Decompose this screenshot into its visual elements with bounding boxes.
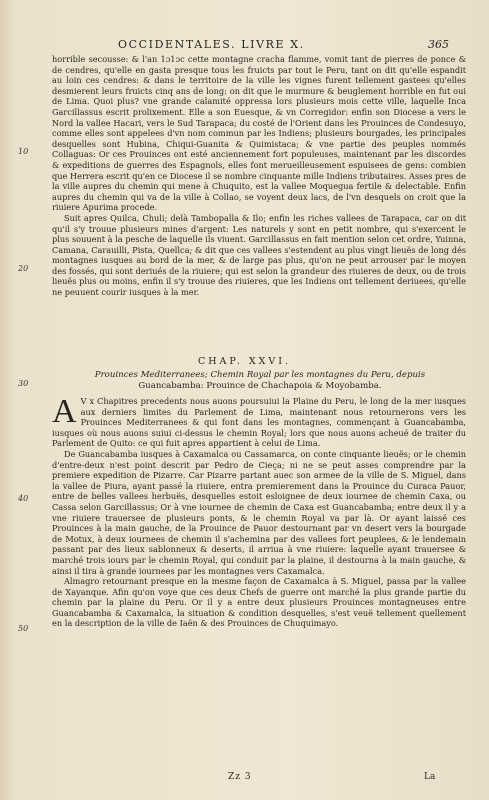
signature-mark: Zz 3 [228,772,252,782]
chapter-title [58,370,462,392]
line-number-50: 50 [18,624,29,633]
paragraph-intro [52,393,466,449]
line-number-10: 10 [18,147,29,156]
page-number: 365 [428,38,449,51]
paragraph-guancabamba: De Guancabamba iusques à Caxamalca ou Cassamarca, on conte cinquante lieuës; or le chemin d'entre-deux n'est point descrit par Pedro de Cieça; ni ne se peut asses comprendre par la premiere expedition de Pizarre. Car Pizarre partant auec son armee de la ville de S. Miguel, dans la vallee de Piura, ayant passé la riuiere, entra premierement dans la Prouince du Curaca Pauor, entre de belles vallees herbuës, desquelles estoit esloignee de deux iournee de chemin Caxa, ou Cassa selon Garcillassus; Or à vne iournee de chemin de Caxa est Guancabamba; entre deux il y a vne riuiere trauersee de plusieurs ponts, & le chemin Royal va par là. Or ayant laissé ces Prouinces à la main gauche, de la Prouince de Pauor destournant par vn desert vers la bourgade de Motux, à deux iournees de chemin il s'achemina par des vallees fort peuplees, & le lendemain passant par des lieux sablonneux & deserts, il arriua à vne riuiere: laquelle ayant trauersee & marché trois iours par le chemin Royal, qui conduit par la plaine, il destourna à la main gauche, & ainsi il tira à grande iournees par les montagnes vers Caxamalca. [52,448,466,576]
drop-cap-letter: A [52,393,77,430]
chapter-title-line-1: Prouinces Mediterranees; Chemin Royal par les montagnes du Peru, depuis [94,370,426,380]
line-number-20: 20 [18,264,29,273]
section-two [52,393,466,629]
paragraph-almagro: Almagro retournant presque en la mesme façon de Caxamalca à S. Miguel, passa par la vallee de Xayanque. Afin qu'on voye que ces deux Chefs de guerre ont marché la plus grande partie du chemin par la plaine du Peru. Or il y a entre deux plusieurs Prouinces montagneuses entre Guancabamba & Caxamalca, la situation & condition desquelles, s'est veuë tellement quellement en la description de la ville de Iaën & des Prouinces de Chuquimayo. [52,576,466,629]
section-one [52,54,466,298]
chapter-title-line-2: Guancabamba: Prouince de Chachapoia & Moyobamba. [138,381,382,391]
catchword: La [424,772,436,782]
running-title: OCCIDENTALES. LIVRE X. [118,38,305,51]
intro-text: V x Chapitres precedents nous auons poursuiui la Plaine du Peru, le long de la mer iusques aux derniers limites du Parlement de Lima, maintenant nous retournerons vers les Prouinces Mediterranees & qui font dans les montagnes, commençant à Guancabamba, iusques où nous auons suiui ci-dessus le chemin Royal; lors que nous auons acheué de traiter du Parlement de Quito: ce qui fuit apres appartient à celui de Lima. [52,396,466,449]
line-number-40: 40 [18,494,29,503]
chapter-heading: CHAP. XXVI. [197,356,292,367]
line-number-30: 30 [18,379,29,388]
paragraph-arequipa: horrible secousse: & l'an 1ɔ1ɔc cette montagne cracha flamme, vomit tant de pierres de ponce & de cendres, qu'elle en gasta presque tous les fruicts par tout le Peru, tant on dit qu'elle espandit au loin ces cendres: & dans le territoire de la ville les vignes furent tellement gastees qu'elles desmierent leurs fruicts cinq ans de long: on dit que le murmure & beuglement horrible en fut oui de Lima. Quoi plus? vne grande calamité oppressa lors plusieurs mois cette ville, laquelle Inca Garcillassus escrit prolixement. Elle a son Euesque, & vn Corregidor: enfin son Diocese a vers le Nord la vallee Hacari, vers le Sud Tarapaca; du costé de l'Orient dans les Prouinces de Condesuyo, comme elles sont appelees d'vn nom commun par les Indiens; plusieurs bourgades, les principales desquelles sont Hubina, Chiqui-Guanita & Quimistaca; & vne partie des peuples nommés Collaguas: Or ces Prouinces ont esté anciennement fort populeuses, maintenant par les discordes & expeditions de guerres des Espagnols, elles font merueilleusement espuisees de gens: combien que Herrera escrit qu'en ce Diocese il se nombre cinquante mille Indiens tributaires. Asses pres de la ville aupres du chemin qui mene à Chuquito, est la vallee Moquegua fertile & delectable. Enfin aupres du chemin qui va de la ville à Collao, se voyent deux lacs, de l'vn desquels on croit que la riuiere Apurima procede. [52,54,466,213]
running-header [0,38,489,52]
paragraph-tarapaca: Suit apres Quilca, Chuli; delà Tambopalla & Ilo; enfin les riches vallees de Tarapaca, car on dit qu'il s'y trouue plusieurs mines d'argent: Les naturels y sont en petit nombre, qui s'exercent le plus souuent à la pesche de laquelle ils viuent. Garcillassus en fait mention selon cet ordre, Yuinna, Camana, Carauilli, Pista, Quellca; & dit que ces vallees s'estendent au plus vingt lieuës de long dés montagnes iusques au bord de la mer, & de large pas plus, qu'on ne peut arrouser par le moyen des fossés, qui sont deriués de la riuiere; qui est selon la grandeur des riuieres de deux, ou de trois lieuës plus ou moins, enfin il s'y trouue des riuieres, que les Indiens ont tellement deriuees, qu'elle ne peuuent courir iusques à la mer. [52,212,466,298]
